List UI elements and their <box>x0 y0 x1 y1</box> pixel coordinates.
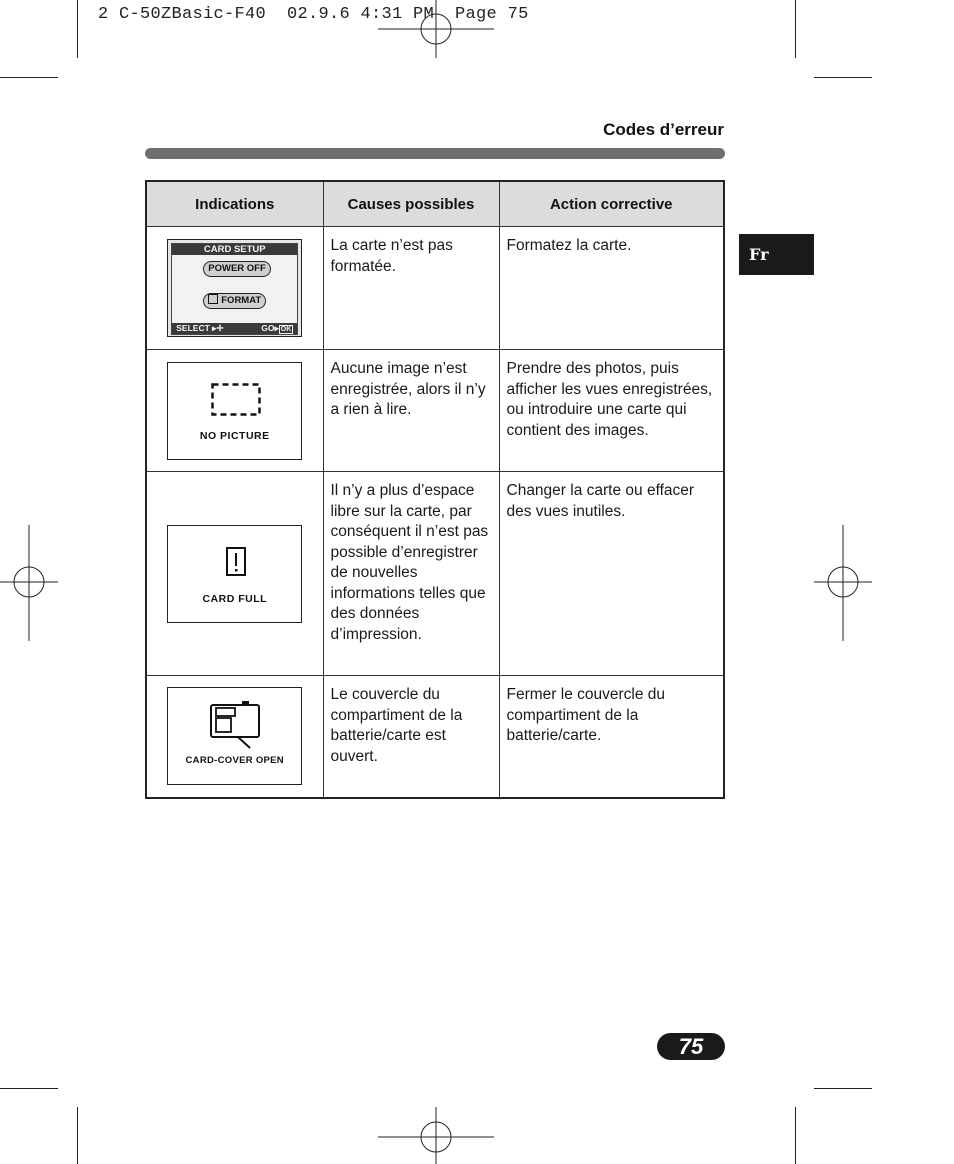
header-action: Action corrective <box>499 181 724 227</box>
registration-mark <box>378 1107 494 1164</box>
crop-mark <box>795 0 796 58</box>
title-bar <box>145 148 725 159</box>
error-codes-table <box>145 180 725 799</box>
card-full-screen <box>167 525 302 623</box>
format-option-label: FORMAT <box>221 295 262 306</box>
print-header: 2 C-50ZBasic-F40 02.9.6 4:31 PM Page 75 <box>98 5 529 24</box>
header-indications: Indications <box>146 181 323 227</box>
action-cell: Fermer le couvercle du compartiment de la batterie/carte. <box>499 676 724 798</box>
table-header-row <box>146 181 724 227</box>
action-cell: Formatez la carte. <box>499 227 724 350</box>
cause-cell: Le couvercle du compartiment de la batterie/carte est ouvert. <box>323 676 499 798</box>
trash-icon <box>208 294 218 304</box>
language-tab-label: Fr <box>749 245 769 264</box>
menu-footer <box>172 323 297 334</box>
cause-cell: La carte n’est pas formatée. <box>323 227 499 350</box>
card-cover-open-screen <box>167 687 302 785</box>
go-label: GO <box>261 323 275 333</box>
table-row <box>146 676 724 798</box>
dashed-frame-icon <box>211 383 261 417</box>
table-row <box>146 472 724 676</box>
no-picture-label: NO PICTURE <box>199 429 270 442</box>
table-row <box>146 227 724 350</box>
card-full-label: CARD FULL <box>202 592 268 605</box>
section-title: Codes d’erreur <box>603 120 724 139</box>
page-number: 75 <box>657 1033 725 1060</box>
action-cell: Changer la carte ou effacer des vues inutiles. <box>499 472 724 676</box>
arrow-right-icon: ▸ <box>274 323 279 333</box>
open-card-cover-icon <box>208 698 264 750</box>
format-option <box>203 293 266 309</box>
card-setup-screen <box>167 239 302 337</box>
crop-mark <box>0 77 58 78</box>
action-cell: Prendre des photos, puis afficher les vues enregistrées, ou introduire une carte qui contient des images. <box>499 350 724 472</box>
ok-button-icon: OK <box>280 326 292 333</box>
arrow-pad-icon: ▸✛ <box>209 323 224 333</box>
menu-header: CARD SETUP <box>172 244 297 255</box>
indication-cell <box>146 676 323 798</box>
card-exclamation-icon <box>225 546 247 577</box>
cause-cell: Il n’y a plus d’espace libre sur la carte, par conséquent il n’est pas possible d’enregistrer de nouvelles informations telles que des données d’impression. <box>323 472 499 676</box>
crop-mark <box>77 1107 78 1164</box>
card-cover-open-label: CARD-COVER OPEN <box>185 755 284 767</box>
no-picture-screen <box>167 362 302 460</box>
header-causes: Causes possibles <box>323 181 499 227</box>
select-label: SELECT <box>176 323 210 333</box>
language-tab <box>739 234 814 275</box>
cause-cell: Aucune image n’est enregistrée, alors il n’y a rien à lire. <box>323 350 499 472</box>
registration-mark <box>814 525 872 641</box>
crop-mark <box>795 1107 796 1164</box>
indication-cell <box>146 350 323 472</box>
table-row <box>146 350 724 472</box>
crop-mark <box>814 77 872 78</box>
indication-cell <box>146 227 323 350</box>
crop-mark <box>77 0 78 58</box>
crop-mark <box>0 1088 58 1089</box>
power-off-option: POWER OFF <box>203 261 271 277</box>
crop-mark <box>814 1088 872 1089</box>
indication-cell <box>146 472 323 676</box>
registration-mark <box>0 525 58 641</box>
